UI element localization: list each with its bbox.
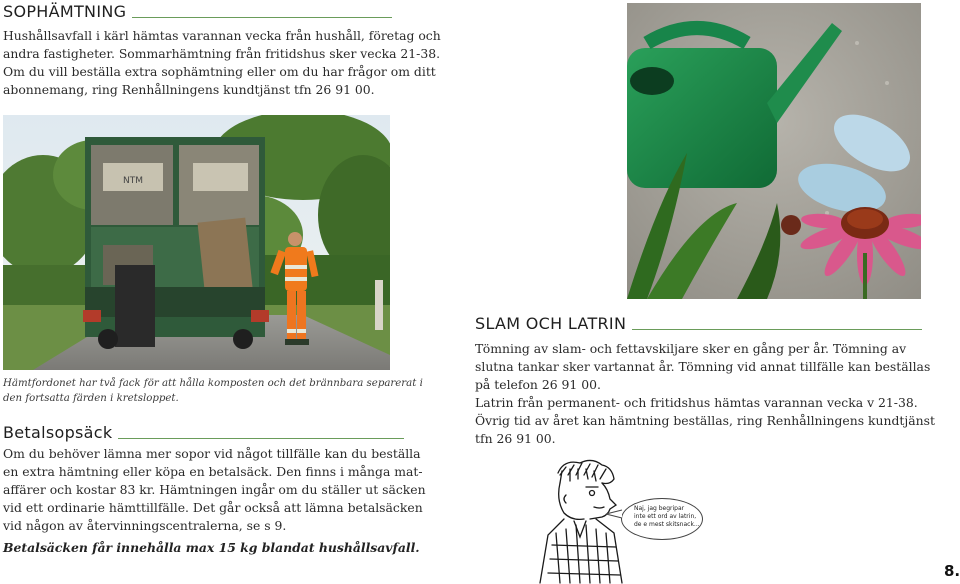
- truck-label: NTM: [123, 176, 143, 186]
- text-line: andra fastigheter. Sommarhämtning från fritidshus sker vecka 21-38.: [3, 46, 441, 61]
- caption-line: den fortsatta färden i kretsloppet.: [3, 393, 179, 404]
- page-number: 8.: [944, 562, 960, 580]
- text-line: Latrin från permanent- och fritidshus hämtas varannan vecka v 21-38.: [475, 395, 918, 410]
- paragraph-slam-och-latrin: [475, 340, 935, 448]
- betalsack-weight-note: Betalsäcken får innehålla max 15 kg blandat hushållsavfall.: [3, 540, 420, 555]
- garbage-truck-photo: [3, 115, 390, 370]
- text-line: Om du behöver lämna mer sopor vid något tillfälle kan du beställa: [3, 446, 421, 461]
- text-line: abonnemang, ring Renhållningens kundtjänst tfn 26 91 00.: [3, 82, 375, 97]
- text-line: en extra hämtning eller köpa en betalsäck. Den finns i många mat-: [3, 464, 423, 479]
- heading-betalsopsack-text: Betalsopsäck: [3, 423, 113, 442]
- heading-rule: [132, 17, 392, 18]
- speech-line: Naj, jag begripar: [634, 505, 685, 512]
- caption-line: Hämtfordonet har två fack för att hålla komposten och det brännbara separerat i: [3, 378, 423, 389]
- heading-sophamtning-text: SOPHÄMTNING: [3, 2, 127, 21]
- heading-rule: [118, 438, 404, 439]
- text-line: Hushållsavfall i kärl hämtas varannan vecka från hushåll, företag och: [3, 28, 441, 43]
- text-line: slutna tankar sker vartannat år. Tömning vid annat tillfälle kan beställas: [475, 359, 931, 374]
- speech-bubble: [621, 498, 703, 540]
- text-line: affärer och kostar 83 kr. Hämtningen ingår om du ställer ut säcken: [3, 482, 426, 497]
- text-line: på telefon 26 91 00.: [475, 377, 601, 392]
- heading-slam-text: SLAM OCH LATRIN: [475, 314, 627, 333]
- speech-line: inte ett ord av latrin,: [634, 513, 697, 520]
- text-line: vid någon av återvinningscentralerna, se s 9.: [3, 518, 287, 533]
- heading-rule: [632, 329, 922, 330]
- text-line: vid ett ordinarie hämttillfälle. Det går också att lämna betalsäcken: [3, 500, 423, 515]
- heading-sophamtning: [3, 2, 392, 21]
- text-line: Tömning av slam- och fettavskiljare sker en gång per år. Tömning av: [475, 341, 907, 356]
- paragraph-sophamtning: [3, 27, 441, 99]
- text-line: Övrig tid av året kan hämtning beställas, ring Renhållningens kundtjänst: [475, 413, 935, 428]
- garbage-truck-illustration: [3, 115, 390, 370]
- photo-caption: [3, 376, 423, 406]
- paragraph-betalsopsack: [3, 445, 426, 535]
- heading-betalsopsack: [3, 423, 404, 442]
- heading-slam-och-latrin: [475, 314, 922, 333]
- speech-bubble-tail: [604, 508, 624, 520]
- garden-watering-can-photo: [627, 3, 921, 299]
- text-line: tfn 26 91 00.: [475, 431, 556, 446]
- speech-line: de e mest skitsnack...: [634, 521, 700, 528]
- watering-can-illustration: [627, 3, 921, 299]
- text-line: Om du vill beställa extra sophämtning eller om du har frågor om ditt: [3, 64, 436, 79]
